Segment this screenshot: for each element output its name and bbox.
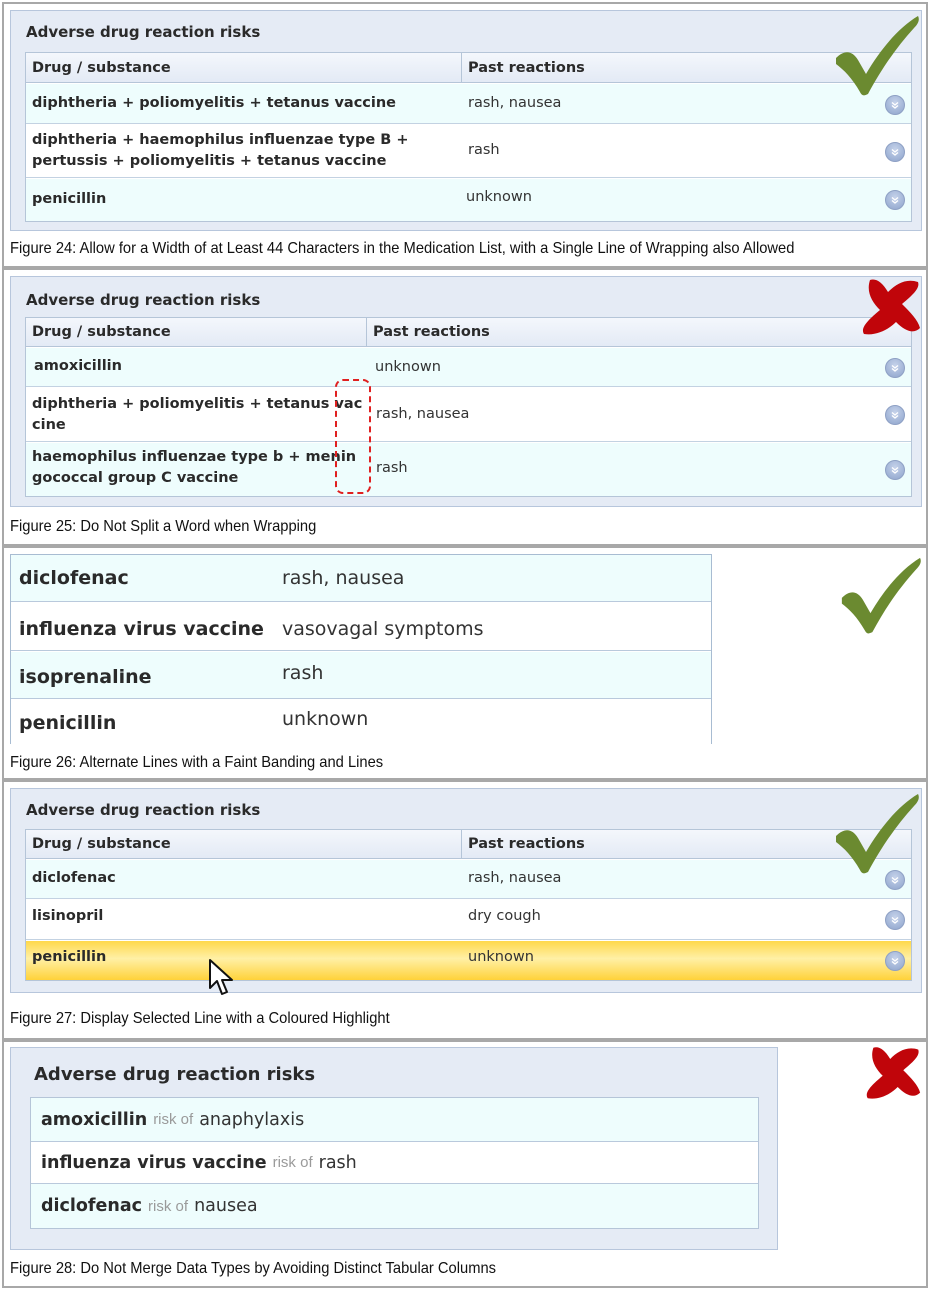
reaction-cell: unknown: [375, 359, 441, 375]
merged-reactions-list: [30, 1097, 759, 1229]
drug-cell: diclofenac: [19, 567, 129, 589]
reaction-cell: unknown: [468, 949, 534, 965]
reaction-cell: dry cough: [468, 908, 541, 924]
expand-chevron-icon[interactable]: [885, 910, 905, 930]
table-row[interactable]: [11, 652, 711, 699]
adverse-reactions-panel: [10, 276, 922, 507]
cross-icon: [858, 276, 924, 338]
drug-cell-line-2: gococcal group C vaccine: [32, 470, 239, 486]
drug-cell: lisinopril: [32, 908, 104, 924]
reactions-table: [25, 317, 912, 497]
drug-cell: penicillin: [32, 949, 107, 965]
reactions-table: [25, 829, 912, 981]
reactions-table: [25, 52, 912, 222]
panel-title: Adverse drug reaction risks: [26, 801, 261, 819]
list-item[interactable]: [31, 1142, 758, 1184]
drug-cell: diclofenac: [32, 870, 116, 886]
column-header-drug[interactable]: Drug / substance: [32, 836, 171, 852]
reaction-cell: rash: [468, 142, 500, 158]
drug-cell: diphtheria + poliomyelitis + tetanus vaccine: [32, 95, 397, 111]
figure-caption: Figure 26: Alternate Lines with a Faint Banding and Lines: [10, 754, 384, 771]
table-row[interactable]: [11, 555, 711, 602]
figure-28: [2, 1040, 928, 1288]
drug-name: diclofenac: [41, 1196, 143, 1216]
word-split-highlight: [335, 379, 371, 494]
expand-chevron-icon[interactable]: [885, 142, 905, 162]
table-row[interactable]: [26, 84, 911, 124]
check-icon: [830, 12, 922, 98]
drug-cell: diphtheria + haemophilus influenzae type B + pertussis + poliomyelitis + tetanus vaccine: [32, 132, 409, 169]
reaction-cell: unknown: [282, 708, 369, 730]
column-header-reactions[interactable]: Past reactions: [468, 836, 585, 852]
reaction-cell: vasovagal symptoms: [282, 618, 484, 640]
table-row[interactable]: [11, 700, 711, 744]
table-row[interactable]: [26, 125, 911, 178]
drug-name: amoxicillin: [41, 1109, 148, 1130]
drug-cell-line-1: haemophilus influenzae type b + menin: [32, 449, 357, 465]
table-row[interactable]: [11, 603, 711, 651]
figure-25: [2, 268, 928, 546]
reaction-cell: rash, nausea: [468, 95, 562, 111]
table-header: [26, 318, 911, 347]
check-icon: [834, 554, 926, 636]
drug-cell: penicillin: [19, 712, 117, 734]
column-header-drug[interactable]: Drug / substance: [32, 59, 171, 76]
drug-cell-line-1: diphtheria + poliomyelitis + tetanus vac: [32, 396, 363, 412]
cross-icon: [860, 1044, 926, 1102]
reaction-cell: rash, nausea: [282, 567, 405, 589]
risk-connector: risk of: [272, 1154, 313, 1171]
reaction-name: anaphylaxis: [199, 1109, 305, 1130]
adverse-reactions-panel: [10, 788, 922, 993]
reaction-cell: rash, nausea: [468, 870, 562, 886]
table-row-selected[interactable]: [26, 941, 911, 980]
expand-chevron-icon[interactable]: [885, 460, 905, 480]
drug-cell: isoprenaline: [19, 666, 152, 688]
reaction-cell: rash: [282, 662, 324, 684]
expand-chevron-icon[interactable]: [885, 951, 905, 971]
figure-27: [2, 780, 928, 1040]
drug-cell-line-2: cine: [32, 417, 66, 433]
mouse-cursor-icon: [208, 958, 236, 998]
table-row[interactable]: [26, 443, 911, 496]
expand-chevron-icon[interactable]: [885, 358, 905, 378]
reaction-name: nausea: [194, 1196, 258, 1216]
risk-connector: risk of: [153, 1111, 194, 1128]
reaction-cell: rash: [376, 460, 408, 476]
reactions-table: [10, 554, 712, 744]
figure-26: [2, 546, 928, 780]
figure-caption: Figure 25: Do Not Split a Word when Wrapping: [10, 518, 317, 535]
adverse-reactions-panel: [10, 1047, 778, 1250]
panel-title: Adverse drug reaction risks: [26, 23, 261, 41]
list-item[interactable]: [31, 1098, 758, 1142]
reaction-cell: rash, nausea: [376, 406, 470, 422]
reaction-name: rash: [318, 1152, 357, 1173]
expand-chevron-icon[interactable]: [885, 190, 905, 210]
table-row[interactable]: [26, 179, 911, 221]
column-header-reactions[interactable]: Past reactions: [373, 324, 490, 340]
risk-connector: risk of: [148, 1197, 189, 1215]
table-row[interactable]: [26, 388, 911, 442]
reaction-cell: unknown: [466, 189, 532, 205]
table-row[interactable]: [26, 348, 911, 387]
drug-cell: penicillin: [32, 191, 107, 207]
figure-caption: Figure 28: Do Not Merge Data Types by Avoiding Distinct Tabular Columns: [10, 1260, 497, 1277]
column-header-drug[interactable]: Drug / substance: [32, 324, 171, 340]
check-icon: [830, 790, 922, 876]
drug-name: influenza virus vaccine: [41, 1152, 267, 1173]
figure-24: [2, 2, 928, 268]
expand-chevron-icon[interactable]: [885, 95, 905, 115]
figure-caption: Figure 24: Allow for a Width of at Least 44 Characters in the Medication List, with a Single Line of Wrapping also Allowed: [10, 240, 795, 257]
adverse-reactions-panel: [10, 10, 922, 231]
panel-title: Adverse drug reaction risks: [34, 1064, 316, 1085]
drug-cell: influenza virus vaccine: [19, 618, 264, 640]
column-header-reactions[interactable]: Past reactions: [468, 59, 585, 76]
table-row[interactable]: [26, 900, 911, 940]
expand-chevron-icon[interactable]: [885, 405, 905, 425]
table-header: [26, 53, 911, 83]
list-item[interactable]: [31, 1184, 758, 1228]
table-header: [26, 830, 911, 859]
panel-title: Adverse drug reaction risks: [26, 291, 261, 309]
figure-caption: Figure 27: Display Selected Line with a Coloured Highlight: [10, 1010, 390, 1027]
drug-cell: amoxicillin: [34, 358, 122, 374]
table-row[interactable]: [26, 860, 911, 899]
